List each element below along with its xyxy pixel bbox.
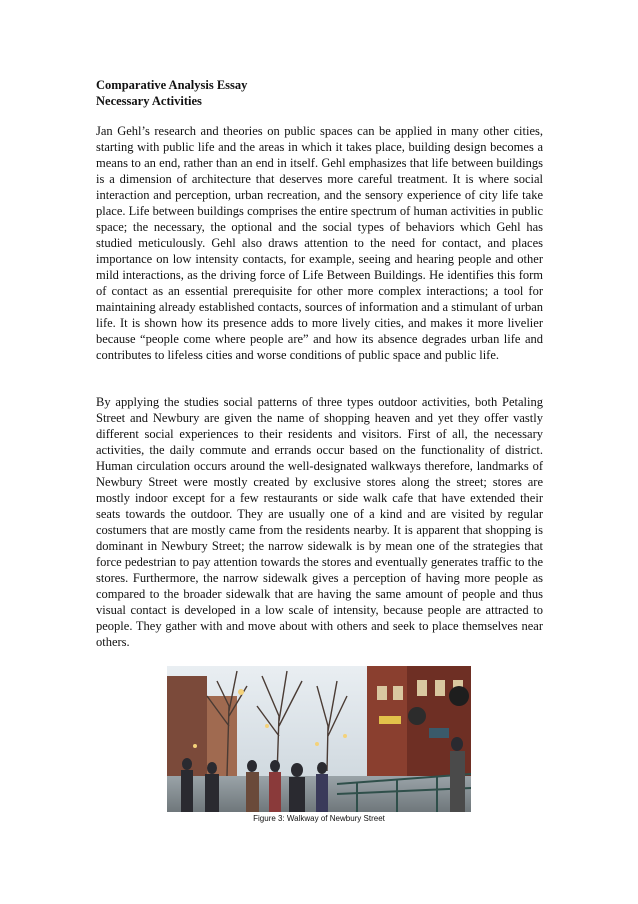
street-photo <box>167 666 471 812</box>
paragraph-2: By applying the studies social patterns of three types outdoor activities, both Petaling Street and Newbury are given the name of shopping heaven and yet they offer vastly different social experiences to their residents and visitors. First of all, the necessary activities, the daily commute and errands occur based on the functionality of district. Human circulation occurs around the well-designated walkways therefore, landmarks of Newbury Street were mostly created by exclusive stores along the street; stores are mostly indoor except for a few restaurants or side walk cafe that have extended their seats towards the outdoor. They are usually one of a kind and are visited by regular costumers that are mostly came from the residents nearby. It is apparent that shopping is dominant in Newbury Street; the narrow sidewalk is by mean one of the strategies that force pedestrian to pay attention towards the stores and eventually generates traffic to the stores. Furthermore, the narrow sidewalk gives a perception of having more people as compared to the broader sidewalk that are having the same amount of people and thus visual contact is developed in a low scale of intensity, because people are attracted to people. They gather with and move about with others and seek to place themselves near others. <box>96 395 543 649</box>
figure-caption: Figure 3: Walkway of Newbury Street <box>253 814 385 823</box>
heading-block <box>96 77 546 109</box>
paragraph-1: Jan Gehl’s research and theories on public spaces can be applied in many other cities, starting with public life and the areas in which it takes place, building design becomes a means to an end, rather than an end in itself. Gehl emphasizes that life between buildings is a dimension of architecture that deserves more careful treatment. It is where social interaction and perception, urban recreation, and the sensory experience of city life take place. Life between buildings comprises the entire spectrum of human activities in public space; the necessary, the optional and the social types of behaviors which Gehl has studied meticulously. Gehl also draws attention to the need for contact, and places importance on low intensity contacts, for example, seeing and hearing people and other mild interactions, as the driving force of Life Between Buildings. He identifies this form of contact as an essential prerequisite for other more complex interactions; a tool for maintaining already established contacts, sources of information and a stimulant of urban life. It is shown how its presence adds to more lively cities, and makes it more livelier because “people come where people are” and how its absence degrades urban life and contributes to lifeless cities and worse conditions of public space and public life. <box>96 124 543 362</box>
section-title: Necessary Activities <box>96 94 202 108</box>
essay-title: Comparative Analysis Essay <box>96 78 248 92</box>
